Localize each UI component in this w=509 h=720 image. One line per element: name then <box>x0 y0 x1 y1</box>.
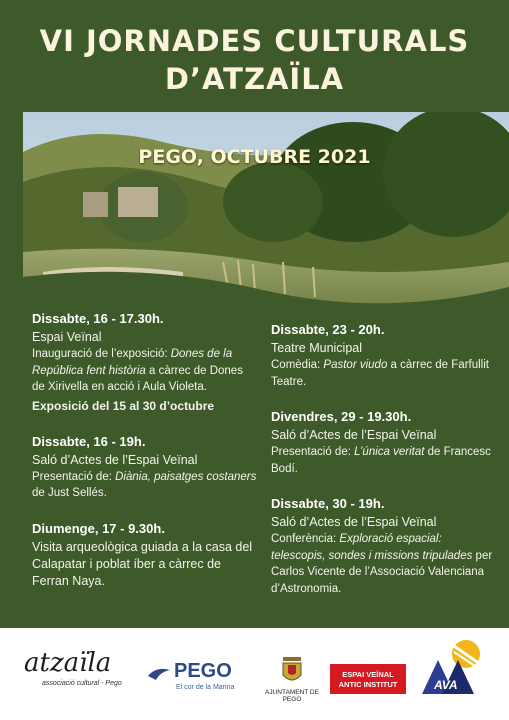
event-place: Teatre Municipal <box>271 341 363 355</box>
event-item <box>32 310 257 415</box>
event-date: Dissabte, 23 - 20h. <box>271 322 385 337</box>
event-item <box>271 408 497 477</box>
pego-logo <box>146 658 236 698</box>
espai-logo-line-1: ESPAI VEÏNAL <box>342 670 394 679</box>
pego-logo-text: PEGO <box>174 660 232 682</box>
ajuntament-logo-text: AJUNTAMENT DE PEGO <box>265 689 319 703</box>
event-description: Comèdia: Pastor viudo a càrrec de Farfullit Teatre. <box>271 359 489 388</box>
ava-logo <box>418 636 488 698</box>
event-place: Visita arqueològica guiada a la casa del Calapatar i poblat íber a càrrec de Ferran Naya. <box>32 539 253 588</box>
title-line-1: VI JORNADES CULTURALS <box>39 24 470 58</box>
event-exhibition-dates: Exposició del 15 al 30 d’octubre <box>32 398 215 413</box>
pego-logo-subtext: El cor de la Marina <box>176 684 235 691</box>
pego-bird-icon <box>146 660 172 686</box>
landscape-illustration <box>23 112 509 322</box>
poster-subtitle: PEGO, OCTUBRE 2021 <box>138 146 371 168</box>
event-place: Espai Veïnal <box>32 330 102 344</box>
event-description: Presentació de: Diània, paisatges costaners de Just Sellés. <box>32 470 257 499</box>
ava-logo-text: AVA <box>434 678 458 692</box>
event-description: Presentació de: L’única veritat de Francesc Bodí. <box>271 446 491 475</box>
atzaila-logo <box>22 646 137 692</box>
event-item <box>271 321 497 390</box>
coat-of-arms-icon <box>280 655 304 687</box>
espai-veinal-logo <box>330 664 406 694</box>
espai-logo-line-2: ANTIC INSTITUT <box>338 680 398 689</box>
event-date: Divendres, 29 - 19.30h. <box>271 409 412 424</box>
event-date: Dissabte, 16 - 17.30h. <box>32 311 164 326</box>
poster-title <box>0 0 509 98</box>
event-item <box>32 433 257 502</box>
atzaila-logo-subtext: associació cultural - Pego <box>42 680 122 687</box>
event-item <box>271 495 497 597</box>
landscape-photo <box>23 112 509 322</box>
events-column-right <box>271 321 497 615</box>
event-item <box>32 520 257 590</box>
event-description: Inauguració de l’exposició: Dones de la República fent història a càrrec de Dones de Xirivella en acció i Aula Violeta. <box>32 348 243 393</box>
event-date: Diumenge, 17 - 9.30h. <box>32 520 165 536</box>
event-place: Saló d’Actes de l’Espai Veïnal <box>271 515 437 529</box>
event-place: Saló d’Actes de l’Espai Veïnal <box>271 428 437 442</box>
ajuntament-logo <box>262 655 322 703</box>
events-column-left <box>32 310 257 608</box>
event-date: Dissabte, 30 - 19h. <box>271 496 385 511</box>
title-line-2: D’ATZAÏLA <box>164 62 345 96</box>
atzaila-logo-text: atzaïla <box>24 648 112 678</box>
poster-header <box>0 0 509 125</box>
event-place: Saló d’Actes de l’Espai Veïnal <box>32 452 198 467</box>
event-date: Dissabte, 16 - 19h. <box>32 433 146 449</box>
event-description: Conferència: Exploració espacial: telescopis, sondes i missions tripulades per Carlos Vicente de l’Associació Valenciana d’Astronomia. <box>271 533 493 595</box>
